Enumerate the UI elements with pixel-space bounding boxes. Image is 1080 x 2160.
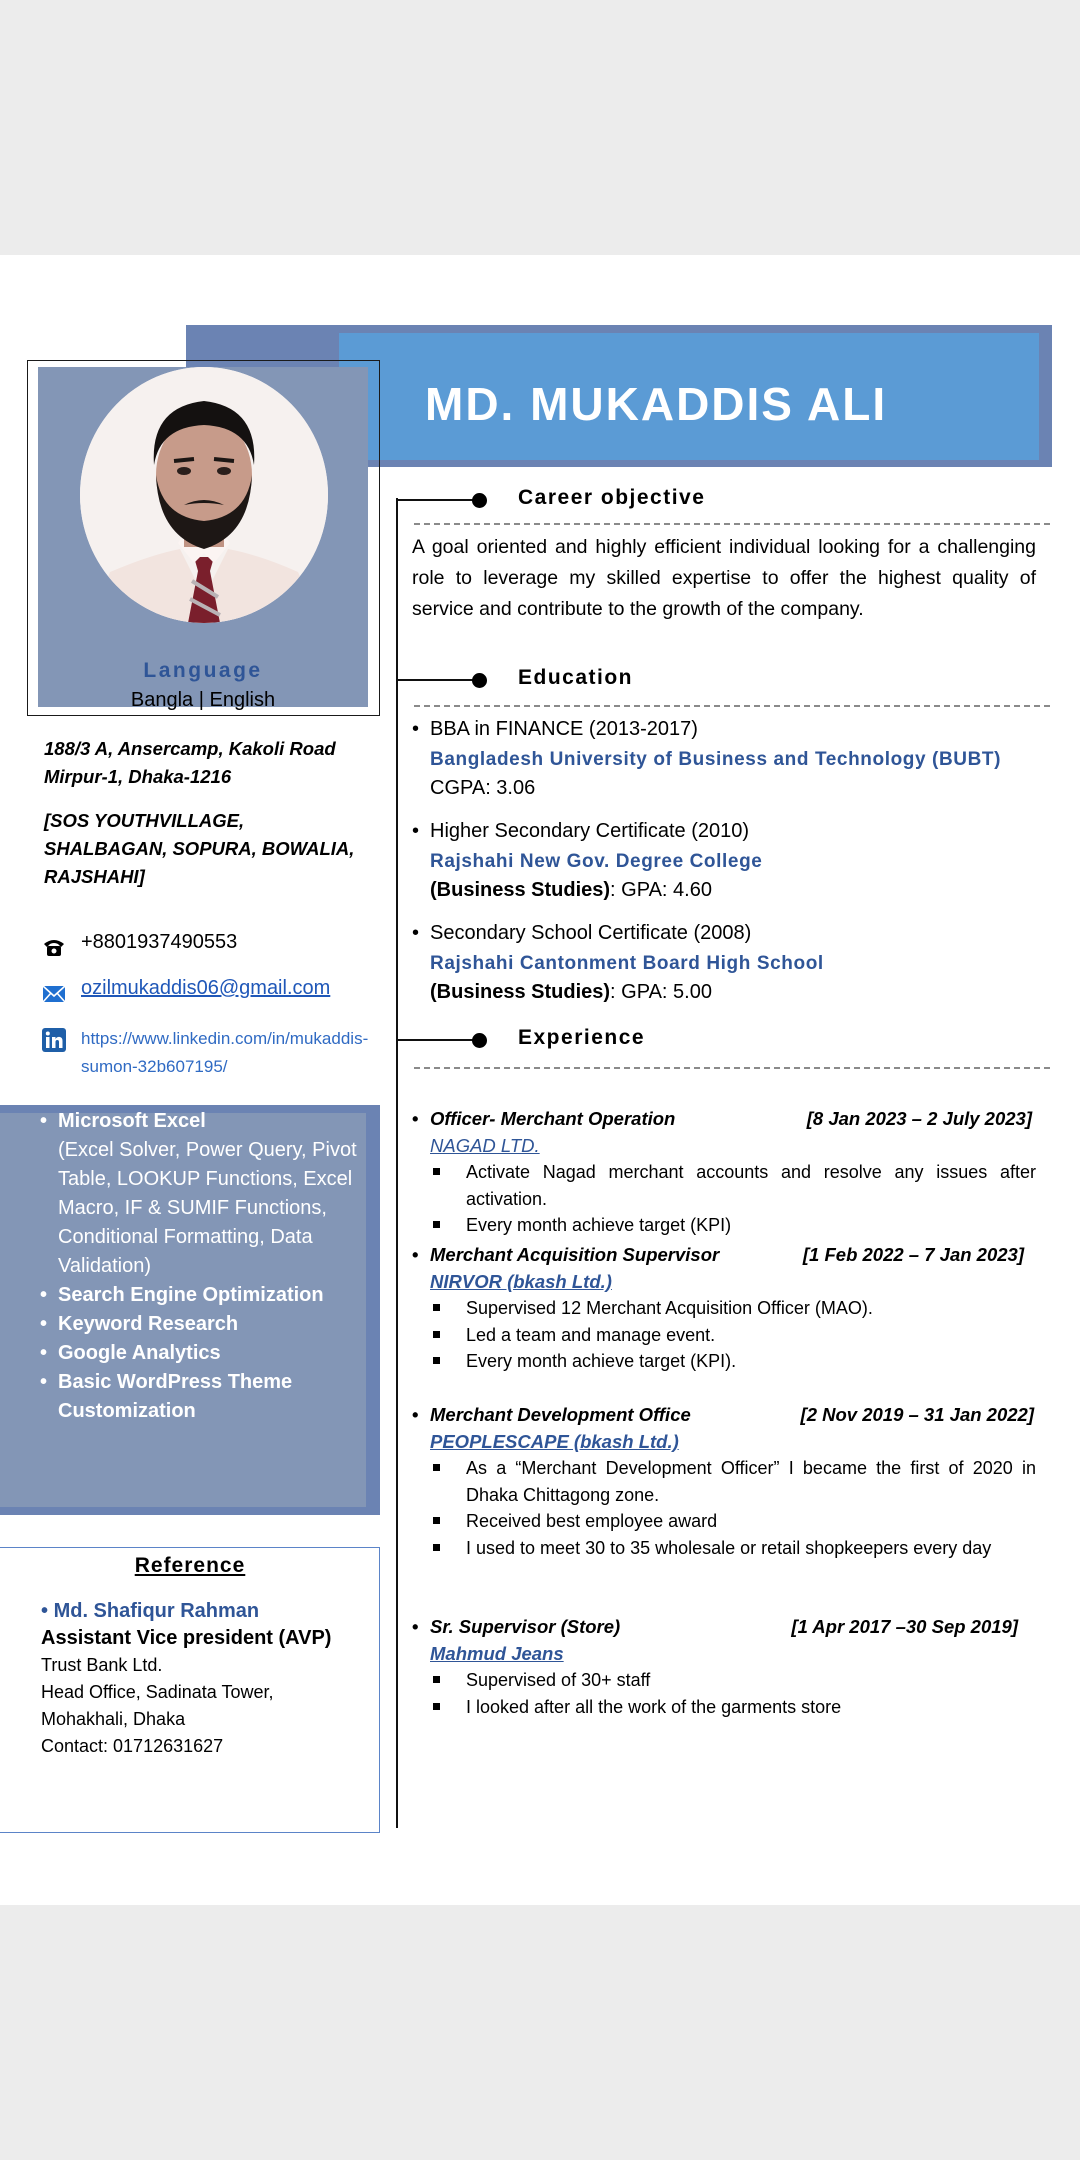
education-item [412, 715, 1052, 804]
reference-details [41, 1598, 371, 1760]
section-divider [414, 1067, 1050, 1069]
skill-title: • Keyword Research [58, 1313, 239, 1335]
education-gpa-value: : GPA: 5.00 [610, 981, 712, 1003]
timeline-dot [472, 493, 487, 508]
skill-title: • Search Engine Optimization [58, 1284, 324, 1306]
section-divider [414, 705, 1050, 707]
phone-icon [41, 933, 67, 959]
skill-title: • Basic WordPress Theme Customization [58, 1371, 293, 1422]
job-duty: I looked after all the work of the garments store [430, 1694, 1036, 1721]
job-dates: [8 Jan 2023 – 2 July 2023] [806, 1108, 1032, 1129]
skill-title: • Google Analytics [58, 1342, 221, 1364]
email-icon [41, 981, 67, 1007]
reference-address: Head Office, Sadinata Tower, [41, 1682, 274, 1702]
language-title: Language [143, 659, 263, 682]
skill-item [40, 1368, 370, 1426]
skill-item [40, 1281, 370, 1310]
job-duty: Activate Nagad merchant accounts and resolve any issues after activation. [430, 1159, 1036, 1212]
job-title: Merchant Development Office [430, 1404, 691, 1425]
address-line: [SOS YOUTHVILLAGE, [44, 810, 245, 831]
education-institution: Bangladesh University of Business and Technology (BUBT) [430, 748, 1002, 770]
education-institution: Rajshahi Cantonment Board High School [430, 952, 824, 974]
timeline-line [396, 498, 398, 1828]
language-value: Bangla | English [130, 689, 276, 711]
section-divider [414, 523, 1050, 525]
address-line: RAJSHAHI] [44, 866, 145, 887]
reference-title: Reference [134, 1554, 246, 1577]
job-company: NAGAD LTD. [430, 1135, 540, 1156]
job-duties [430, 1667, 1036, 1720]
timeline-dot [472, 673, 487, 688]
phone-number: +8801937490553 [81, 931, 238, 953]
resume-name: MD. MUKADDIS ALI [425, 378, 888, 430]
skill-title: • Microsoft Excel [58, 1110, 206, 1132]
job-company: Mahmud Jeans [430, 1643, 564, 1664]
bullet: • [412, 1244, 419, 1265]
reference-company: Trust Bank Ltd. [41, 1655, 163, 1675]
skill-item [40, 1339, 370, 1368]
education-gpa [412, 978, 1052, 1008]
education-item [412, 919, 1052, 1008]
email-link[interactable]: ozilmukaddis06@gmail.com [81, 977, 331, 999]
skill-detail: (Excel Solver, Power Query, Pivot Table, LOOKUP Functions, Excel Macro, IF & SUMIF Functions, Conditional Formatting, Data Validation) [58, 1139, 357, 1277]
job-duty: Supervised 12 Merchant Acquisition Officer (MAO). [430, 1295, 1036, 1322]
job-dates: [1 Apr 2017 –30 Sep 2019] [791, 1616, 1018, 1637]
job-duty: Supervised of 30+ staff [430, 1667, 1036, 1694]
education-degree: • Secondary School Certificate (2008) [412, 919, 1052, 949]
education-item [412, 817, 1052, 906]
person-portrait-icon [80, 367, 328, 623]
resume-page [0, 255, 1080, 1905]
address-secondary [44, 807, 364, 891]
education-gpa: CGPA: 3.06 [430, 777, 536, 799]
address-line: SHALBAGAN, SOPURA, BOWALIA, [44, 838, 355, 859]
profile-photo [80, 367, 328, 623]
timeline-connector [396, 499, 480, 501]
job-duty: Led a team and manage event. [430, 1322, 1036, 1349]
career-objective-text: A goal oriented and highly efficient individual looking for a challenging role to leverage my skilled expertise to offer the highest quality of service and contribute to the growth of the company. [412, 536, 1036, 620]
bullet: • [412, 1108, 419, 1129]
reference-address: Mohakhali, Dhaka [41, 1709, 186, 1729]
education-group: (Business Studies) [430, 981, 611, 1003]
education-gpa-value: : GPA: 4.60 [610, 879, 712, 901]
job-dates: [1 Feb 2022 – 7 Jan 2023] [802, 1244, 1024, 1265]
job-duty: I used to meet 30 to 35 wholesale or retail shopkeepers every day [430, 1535, 1036, 1562]
job-duties [430, 1159, 1036, 1239]
timeline-connector [396, 679, 480, 681]
job-company: NIRVOR (bkash Ltd.) [430, 1271, 612, 1292]
job-dates: [2 Nov 2019 – 31 Jan 2022] [800, 1404, 1034, 1425]
job-duty: Every month achieve target (KPI). [430, 1348, 1036, 1375]
job-title: Sr. Supervisor (Store) [430, 1616, 621, 1637]
job-duty: Received best employee award [430, 1508, 1036, 1535]
job-company: PEOPLESCAPE (bkash Ltd.) [430, 1431, 679, 1452]
reference-name-text: Md. Shafiqur Rahman [53, 1600, 260, 1622]
job-duties [430, 1295, 1036, 1375]
section-title-career: Career objective [518, 486, 706, 509]
job-duty: As a “Merchant Development Officer” I became the first of 2020 in Dhaka Chittagong zone. [430, 1455, 1036, 1508]
linkedin-link[interactable]: https://www.linkedin.com/in/mukaddis-sumon-32b607195/ [81, 1029, 369, 1076]
education-group: (Business Studies) [430, 879, 611, 901]
job-duties [430, 1455, 1036, 1561]
section-title-experience: Experience [518, 1026, 646, 1049]
bullet: • [412, 1404, 419, 1425]
skill-item [40, 1107, 370, 1281]
bullet: • [412, 1616, 419, 1637]
education-degree: • Higher Secondary Certificate (2010) [412, 817, 1052, 847]
education-institution: Rajshahi New Gov. Degree College [430, 850, 763, 872]
job-title: Merchant Acquisition Supervisor [430, 1244, 720, 1265]
timeline-connector [396, 1039, 480, 1041]
reference-contact: Contact: 01712631627 [41, 1736, 224, 1756]
address-line: Mirpur-1, Dhaka-1216 [44, 766, 232, 787]
reference-role: Assistant Vice president (AVP) [41, 1627, 332, 1649]
linkedin-icon [41, 1027, 67, 1053]
timeline-dot [472, 1033, 487, 1048]
section-title-education: Education [518, 666, 634, 689]
education-degree: • BBA in FINANCE (2013-2017) [412, 715, 1052, 745]
job-title: Officer- Merchant Operation [430, 1108, 676, 1129]
skills-list [40, 1107, 370, 1426]
skill-item [40, 1310, 370, 1339]
address-primary [44, 735, 364, 791]
job-duty: Every month achieve target (KPI) [430, 1212, 1036, 1239]
education-gpa [412, 876, 1052, 906]
address-line: 188/3 A, Ansercamp, Kakoli Road [44, 738, 336, 759]
reference-name: • Md. Shafiqur Rahman [41, 1600, 260, 1622]
